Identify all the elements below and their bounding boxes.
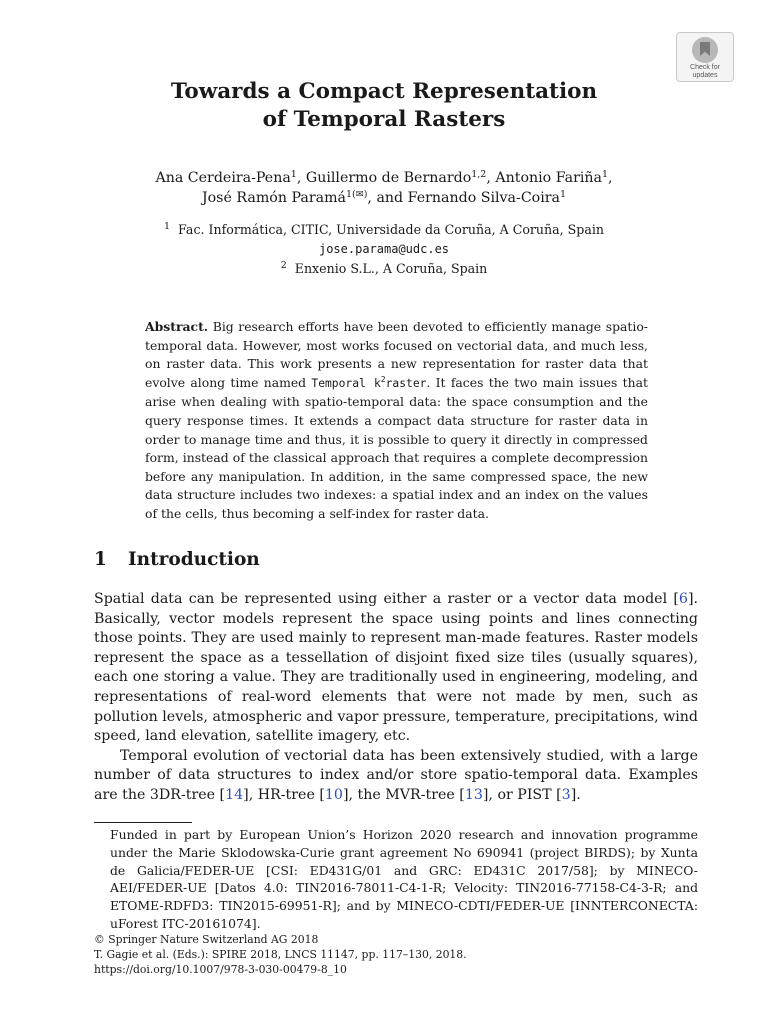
abstract	[145, 318, 648, 524]
system-name: Temporal $k^2raster$	[311, 374, 427, 390]
abstract-text-part-1: Big research efforts have been devoted to efficiently manage spatio-temporal data. However, most works focused on vectorial data, and much less, on raster data. This work presents a new representation for raster data that evolve along time named	[145, 319, 648, 390]
check-for-updates-badge[interactable]	[676, 32, 734, 82]
author-name: Fernando Silva-Coira	[407, 190, 560, 206]
citation-link[interactable]: 6	[678, 591, 688, 607]
citation-link[interactable]: 14	[225, 786, 244, 803]
title-line-1: Towards a Compact Representation	[170, 79, 598, 104]
affiliation-1: Fac. Informática, CITIC, Universidade da Coruña, A Coruña, Spain	[178, 222, 605, 237]
affiliations	[0, 220, 768, 278]
affiliation-number: 2	[280, 260, 287, 271]
author-name: José Ramón Paramá	[201, 190, 346, 206]
badge-label-line1: Check for	[690, 64, 720, 71]
crossmark-icon	[692, 37, 718, 63]
citation-link[interactable]: 3	[561, 786, 571, 803]
funding-footnote: Funded in part by European Union’s Horizon 2020 research and innovation programme under the Marie Sklodowska-Curie grant agreement No 690941 (project BIRDS); by Xunta de Galicia/FEDER-UE [CSI: ED431G/01 and GRC: ED431C 2017/58]; by MINECO-AEI/FEDER-UE [Datos 4.0: TIN2016-78011-C4-1-R; Velocity: TIN2016-77158-C4-3-R; and ETOME-RDFD3: TIN2015-69951-R]; and by MINECO-CDTI/FEDER-UE [INNTERCONECTA: uForest ITC-20161074].	[110, 827, 698, 931]
affiliation-number: 1	[163, 221, 171, 232]
author-name: Antonio Fariña	[495, 170, 602, 186]
footnote-divider	[94, 822, 192, 823]
publication-info	[94, 932, 467, 977]
citation-link[interactable]: 13	[464, 786, 483, 803]
section-number: 1	[94, 549, 107, 570]
copyright-line: © Springer Nature Switzerland AG 2018	[94, 933, 319, 946]
author-affiliation-mark: 1	[601, 169, 609, 180]
abstract-text-part-2: . It faces the two main issues that arise when dealing with spatio-temporal data: the space consumption and the query response times. It extends a compact data structure for raster data in order to manage time and thus, it is possible to query it directly in compressed form, instead of the classical approach that requires a complete decompression before any manipulation. In addition, in the same compressed space, the new data structure includes two indexes: a spatial index and an index on the values of the cells, thus becoming a self-index for raster data.	[145, 374, 648, 521]
author-name: Ana Cerdeira-Pena	[155, 170, 291, 186]
paragraph-1: Spatial data can be represented using either a raster or a vector data model [6]. Basically, vector models represent the space using points and lines connecting those points. They are used mainly to represent man-made features. Raster models represent the space as a tessellation of disjoint fixed size tiles (usually squares), each one storing a value. They are traditionally used in engineering, modeling, and representations of real-word elements that were not made by men, such as pollution levels, atmospheric and vapor pressure, temperature, precipitations, wind speed, land elevation, satellite imagery, etc.	[94, 591, 698, 745]
author-affiliation-mark: 1,2	[471, 169, 487, 180]
section-heading	[94, 549, 260, 570]
affiliation-2: Enxenio S.L., A Coruña, Spain	[294, 261, 488, 276]
citation-line: T. Gagie et al. (Eds.): SPIRE 2018, LNCS 11147, pp. 117–130, 2018.	[94, 948, 467, 961]
body-text	[94, 590, 698, 806]
section-title: Introduction	[128, 549, 260, 570]
author-list: Ana Cerdeira-Pena$^1$, Guillermo de Bernardo$^{1,2}$, Antonio Fariña$^1$, José Ramón Paramá$^{1(✉)}$, and Fernando Silva-Coira$^1$	[155, 169, 613, 206]
author-affiliation-mark: 1	[290, 169, 297, 180]
author-affiliation-mark: 1(✉)	[346, 189, 368, 200]
author-name: Guillermo de Bernardo	[305, 170, 472, 186]
title-line-2: of Temporal Rasters	[262, 107, 506, 132]
paper-title	[0, 78, 768, 134]
author-affiliation-mark: 1	[560, 189, 567, 200]
doi-link[interactable]: https://doi.org/10.1007/978-3-030-00479-8_10	[94, 963, 347, 976]
abstract-label: Abstract.	[145, 319, 209, 334]
paragraph-2: Temporal evolution of vectorial data has been extensively studied, with a large number of data structures to index and/or store spatio-temporal data. Examples are the 3DR-tree [14], HR-tree [10], the MVR-tree [13], or PIST [3].	[94, 747, 698, 803]
corresponding-email-link[interactable]: jose.parama@udc.es	[318, 242, 450, 256]
badge-label-line2: updates	[692, 72, 718, 79]
citation-link[interactable]: 10	[324, 786, 343, 803]
